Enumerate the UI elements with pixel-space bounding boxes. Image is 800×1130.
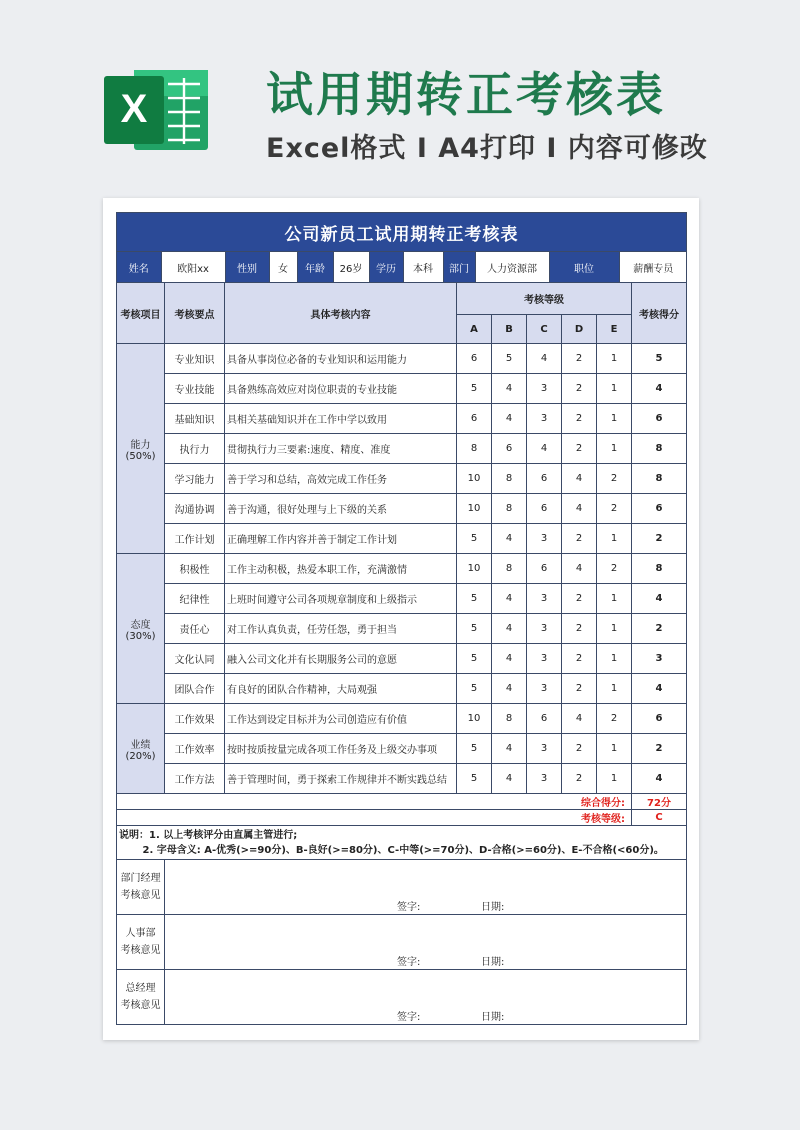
grade-c-cell[interactable]: 3 (527, 524, 562, 554)
header-point: 考核要点 (165, 283, 225, 344)
edu-label: 学历 (369, 252, 403, 282)
grade-e-header: E (597, 315, 632, 344)
score-cell[interactable]: 8 (632, 464, 687, 494)
opinion-row-dept (117, 860, 687, 915)
category-cell (117, 704, 165, 794)
score-cell[interactable]: 2 (632, 734, 687, 764)
appraisal-table (116, 212, 687, 1025)
content-cell: 有良好的团队合作精神，大局观强 (225, 674, 457, 704)
grade-b-cell[interactable]: 8 (492, 464, 527, 494)
category-weight: (50%) (125, 450, 156, 462)
score-cell[interactable]: 4 (632, 764, 687, 794)
name-label: 姓名 (117, 252, 161, 282)
grade-c-cell[interactable]: 3 (527, 374, 562, 404)
score-cell[interactable]: 2 (632, 614, 687, 644)
info-table (117, 252, 687, 282)
header-item: 考核项目 (117, 283, 165, 344)
gender-value[interactable]: 女 (269, 252, 297, 282)
grade-e-cell[interactable]: 1 (597, 404, 632, 434)
point-cell: 责任心 (165, 614, 225, 644)
point-cell: 基础知识 (165, 404, 225, 434)
table-row (117, 374, 687, 404)
table-row (117, 584, 687, 614)
grade-d-cell[interactable]: 2 (562, 524, 597, 554)
document-paper (103, 198, 699, 1040)
grade-d-cell[interactable]: 2 (562, 344, 597, 374)
content-cell: 贯彻执行力三要素:速度、精度、准度 (225, 434, 457, 464)
grade-e-cell[interactable]: 1 (597, 644, 632, 674)
table-row (117, 494, 687, 524)
table-row (117, 344, 687, 374)
sheet-title: 公司新员工试用期转正考核表 (117, 213, 687, 252)
content-cell: 正确理解工作内容并善于制定工作计划 (225, 524, 457, 554)
content-cell: 善于沟通，很好处理与上下级的关系 (225, 494, 457, 524)
dept-label: 部门 (443, 252, 475, 282)
content-cell: 善于学习和总结，高效完成工作任务 (225, 464, 457, 494)
grade-e-cell[interactable]: 2 (597, 554, 632, 584)
grade-e-cell[interactable]: 1 (597, 374, 632, 404)
grade-c-cell[interactable]: 3 (527, 644, 562, 674)
score-cell[interactable]: 8 (632, 554, 687, 584)
table-row (117, 764, 687, 794)
note-line-2: 2. 字母含义: A-优秀(>=90分)、B-良好(>=80分)、C-中等(>=70分)、D-合格(>=60分)、E-不合格(<60分)。 (119, 844, 664, 856)
grade-e-cell[interactable]: 1 (597, 434, 632, 464)
position-value[interactable]: 薪酬专员 (619, 252, 687, 282)
content-cell: 上班时间遵守公司各项规章制度和上级指示 (225, 584, 457, 614)
grade-c-cell[interactable]: 6 (527, 704, 562, 734)
grade-e-cell[interactable]: 1 (597, 524, 632, 554)
category-cell (117, 554, 165, 704)
point-cell: 专业技能 (165, 374, 225, 404)
grade-d-cell[interactable]: 2 (562, 374, 597, 404)
grade-e-cell[interactable]: 1 (597, 344, 632, 374)
grade-a-cell[interactable]: 6 (457, 344, 492, 374)
score-cell[interactable]: 5 (632, 344, 687, 374)
level-row (117, 810, 687, 826)
grade-c-cell[interactable]: 6 (527, 494, 562, 524)
grade-d-cell[interactable]: 2 (562, 644, 597, 674)
level-value[interactable]: C (632, 810, 687, 826)
grade-b-cell[interactable]: 8 (492, 554, 527, 584)
grade-c-cell[interactable]: 6 (527, 464, 562, 494)
excel-logo-icon (100, 64, 212, 156)
table-row (117, 644, 687, 674)
point-cell: 积极性 (165, 554, 225, 584)
category-weight: (30%) (125, 630, 156, 642)
date-label: 日期: (481, 1012, 505, 1023)
grade-d-cell[interactable]: 4 (562, 464, 597, 494)
point-cell: 工作效率 (165, 734, 225, 764)
table-row (117, 554, 687, 584)
point-cell: 执行力 (165, 434, 225, 464)
content-cell: 融入公司文化并有长期服务公司的意愿 (225, 644, 457, 674)
score-cell[interactable]: 4 (632, 674, 687, 704)
category-cell (117, 344, 165, 554)
grade-a-cell[interactable]: 5 (457, 374, 492, 404)
table-row (117, 674, 687, 704)
grade-a-cell[interactable]: 10 (457, 494, 492, 524)
table-row (117, 704, 687, 734)
grade-d-cell[interactable]: 2 (562, 404, 597, 434)
grade-a-header: A (457, 315, 492, 344)
grade-e-cell[interactable]: 1 (597, 734, 632, 764)
grade-b-cell[interactable]: 8 (492, 704, 527, 734)
age-value[interactable]: 26岁 (333, 252, 369, 282)
score-cell[interactable]: 8 (632, 434, 687, 464)
grade-c-cell[interactable]: 3 (527, 764, 562, 794)
grade-c-cell[interactable]: 6 (527, 554, 562, 584)
score-cell[interactable]: 4 (632, 374, 687, 404)
grade-c-cell[interactable]: 3 (527, 734, 562, 764)
grade-a-cell[interactable]: 5 (457, 764, 492, 794)
name-value[interactable]: 欧阳xx (161, 252, 225, 282)
score-cell[interactable]: 2 (632, 524, 687, 554)
category-weight: (20%) (125, 750, 156, 762)
content-cell: 具相关基础知识并在工作中学以致用 (225, 404, 457, 434)
grade-b-cell[interactable]: 4 (492, 404, 527, 434)
grade-b-cell[interactable]: 4 (492, 374, 527, 404)
content-cell: 具备熟练高效应对岗位职责的专业技能 (225, 374, 457, 404)
content-cell: 按时按质按量完成各项工作任务及上级交办事项 (225, 734, 457, 764)
grade-a-cell[interactable]: 5 (457, 644, 492, 674)
grade-c-header: C (527, 315, 562, 344)
grade-d-cell[interactable]: 2 (562, 614, 597, 644)
grade-d-cell[interactable]: 2 (562, 674, 597, 704)
grade-e-cell[interactable]: 2 (597, 464, 632, 494)
grade-e-cell[interactable]: 1 (597, 584, 632, 614)
grade-b-cell[interactable]: 4 (492, 524, 527, 554)
score-cell[interactable]: 6 (632, 494, 687, 524)
grade-c-cell[interactable]: 3 (527, 614, 562, 644)
grade-a-cell[interactable]: 6 (457, 404, 492, 434)
opinion-row-hr (117, 915, 687, 970)
grade-d-cell[interactable]: 2 (562, 764, 597, 794)
grade-b-cell[interactable]: 5 (492, 344, 527, 374)
point-cell: 工作方法 (165, 764, 225, 794)
grade-e-cell[interactable]: 1 (597, 614, 632, 644)
sign-label: 签字: (397, 1012, 421, 1023)
content-cell: 善于管理时间，勇于探索工作规律并不断实践总结 (225, 764, 457, 794)
opinion-input-dept[interactable] (165, 860, 687, 915)
content-cell: 工作主动积极，热爱本职工作，充满激情 (225, 554, 457, 584)
grade-d-cell[interactable]: 4 (562, 494, 597, 524)
page-subtitle: Excel格式 I A4打印 I 内容可修改 (266, 133, 708, 164)
point-cell: 工作效果 (165, 704, 225, 734)
grade-d-cell[interactable]: 4 (562, 704, 597, 734)
opinion-row-gm (117, 970, 687, 1025)
opinion-label-line2: 考核意见 (120, 1000, 161, 1011)
opinion-label-line2: 考核意见 (120, 890, 161, 901)
grade-e-cell[interactable]: 2 (597, 494, 632, 524)
point-cell: 学习能力 (165, 464, 225, 494)
grade-d-cell[interactable]: 2 (562, 584, 597, 614)
score-cell[interactable]: 4 (632, 584, 687, 614)
opinion-label-line1: 总经理 (125, 983, 156, 994)
grade-e-cell[interactable]: 2 (597, 704, 632, 734)
grade-d-cell[interactable]: 2 (562, 434, 597, 464)
table-row (117, 464, 687, 494)
grade-a-cell[interactable]: 5 (457, 614, 492, 644)
opinion-input-gm[interactable] (165, 970, 687, 1025)
grade-e-cell[interactable]: 1 (597, 764, 632, 794)
point-cell: 纪律性 (165, 584, 225, 614)
header-grade: 考核等级 (457, 283, 632, 315)
grade-d-header: D (562, 315, 597, 344)
grade-c-cell[interactable]: 3 (527, 584, 562, 614)
score-cell[interactable]: 6 (632, 404, 687, 434)
header-content: 具体考核内容 (225, 283, 457, 344)
grade-b-header: B (492, 315, 527, 344)
gender-label: 性别 (225, 252, 269, 282)
grade-a-cell[interactable]: 5 (457, 674, 492, 704)
point-cell: 专业知识 (165, 344, 225, 374)
content-cell: 对工作认真负责，任劳任怨，勇于担当 (225, 614, 457, 644)
grade-b-cell[interactable]: 4 (492, 614, 527, 644)
grade-b-cell[interactable]: 6 (492, 434, 527, 464)
info-row (117, 252, 687, 283)
table-row (117, 434, 687, 464)
dept-value[interactable]: 人力资源部 (475, 252, 549, 282)
spreadsheet (116, 212, 686, 1025)
score-cell[interactable]: 6 (632, 704, 687, 734)
grade-b-cell[interactable]: 4 (492, 584, 527, 614)
sign-label: 签字: (397, 957, 421, 968)
category-name: 态度 (130, 619, 151, 631)
content-cell: 具备从事岗位必备的专业知识和运用能力 (225, 344, 457, 374)
point-cell: 工作计划 (165, 524, 225, 554)
page-title: 试用期转正考核表 (266, 68, 666, 123)
category-name: 业绩 (130, 739, 151, 751)
page-header (0, 0, 800, 190)
grade-b-cell[interactable]: 4 (492, 734, 527, 764)
grade-b-cell[interactable]: 8 (492, 494, 527, 524)
grade-b-cell[interactable]: 4 (492, 764, 527, 794)
grade-b-cell[interactable]: 4 (492, 644, 527, 674)
grade-a-cell[interactable]: 10 (457, 464, 492, 494)
table-row (117, 614, 687, 644)
grade-a-cell[interactable]: 8 (457, 434, 492, 464)
level-label: 考核等级: (117, 810, 632, 826)
position-label: 职位 (549, 252, 619, 282)
grade-a-cell[interactable]: 5 (457, 584, 492, 614)
grade-d-cell[interactable]: 4 (562, 554, 597, 584)
point-cell: 团队合作 (165, 674, 225, 704)
total-score-row (117, 794, 687, 810)
grade-b-cell[interactable]: 4 (492, 674, 527, 704)
notes-row (117, 826, 687, 860)
opinion-label-line1: 部门经理 (120, 873, 161, 884)
category-name: 能力 (130, 439, 151, 451)
total-score-label: 综合得分: (117, 794, 632, 810)
content-cell: 工作达到设定目标并为公司创造应有价值 (225, 704, 457, 734)
grade-a-cell[interactable]: 10 (457, 554, 492, 584)
table-row (117, 734, 687, 764)
edu-value[interactable]: 本科 (403, 252, 443, 282)
grade-e-cell[interactable]: 1 (597, 674, 632, 704)
grade-a-cell[interactable]: 5 (457, 524, 492, 554)
grade-a-cell[interactable]: 10 (457, 704, 492, 734)
sign-label: 签字: (397, 902, 421, 913)
date-label: 日期: (481, 957, 505, 968)
grade-c-cell[interactable]: 4 (527, 344, 562, 374)
grade-c-cell[interactable]: 3 (527, 404, 562, 434)
point-cell: 沟通协调 (165, 494, 225, 524)
date-label: 日期: (481, 902, 505, 913)
note-line-1: 说明：1. 以上考核评分由直属主管进行; (119, 829, 298, 841)
grade-a-cell[interactable]: 5 (457, 734, 492, 764)
age-label: 年龄 (297, 252, 333, 282)
opinion-input-hr[interactable] (165, 915, 687, 970)
header-score: 考核得分 (632, 283, 687, 344)
opinion-label-line1: 人事部 (125, 928, 156, 939)
excel-logo-letter: X (120, 87, 148, 131)
point-cell: 文化认同 (165, 644, 225, 674)
grade-c-cell[interactable]: 3 (527, 674, 562, 704)
table-row (117, 404, 687, 434)
table-row (117, 524, 687, 554)
grade-c-cell[interactable]: 4 (527, 434, 562, 464)
total-score-value[interactable]: 72分 (632, 794, 687, 810)
opinion-label-line2: 考核意见 (120, 945, 161, 956)
grade-d-cell[interactable]: 2 (562, 734, 597, 764)
score-cell[interactable]: 3 (632, 644, 687, 674)
